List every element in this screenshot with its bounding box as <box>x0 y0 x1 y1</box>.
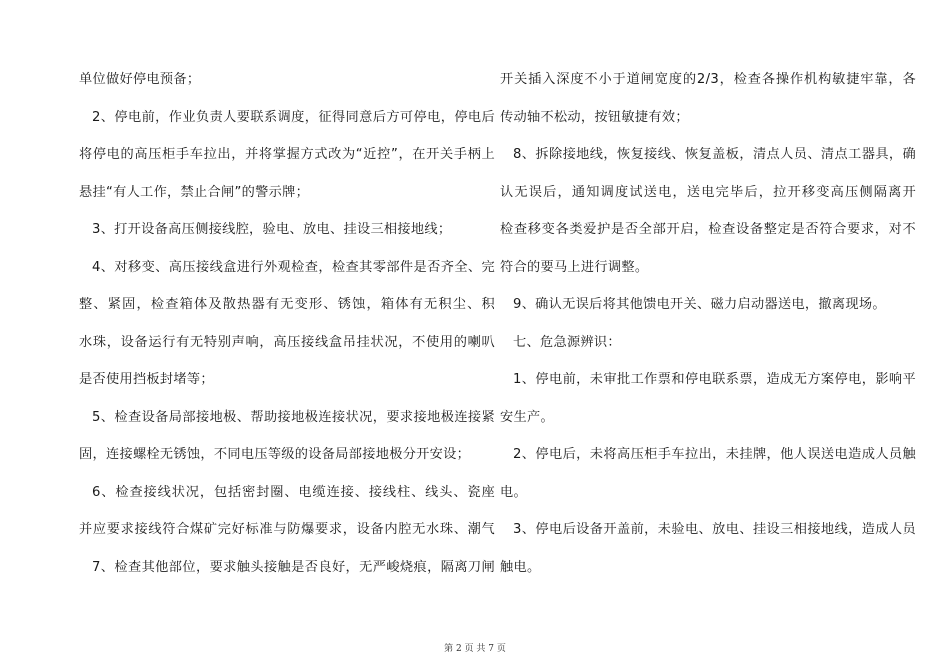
text-line: 3、打开设备高压侧接线腔，验电、放电、挂设三相接地线； <box>92 222 452 237</box>
text-line: 1、停电前，未审批工作票和停电联系票，造成无方案停电，影响平 <box>513 372 916 387</box>
text-line: 认无误后，通知调度试送电，送电完毕后，拉开移变高压侧隔离开 <box>500 184 916 200</box>
text-line: 安生产。 <box>500 409 554 425</box>
text-line: 七、危急源辨识： <box>513 334 621 350</box>
text-line: 并应要求接线符合煤矿完好标准与防爆要求，设备内腔无水珠、潮气 <box>79 522 495 537</box>
text-line: 单位做好停电预备； <box>79 72 201 87</box>
text-line: 5、检查设备局部接地极、帮助接地极连接状况，要求接地极连接紧 <box>92 409 495 425</box>
text-line: 传动轴不松动，按钮敏捷有效； <box>500 109 689 125</box>
text-line: 将停电的高压柜手车拉出，并将掌握方式改为“近控”，在开关手柄上 <box>79 147 495 162</box>
text-line: 4、对移变、高压接线盒进行外观检查，检查其零部件是否齐全、完 <box>92 259 495 275</box>
right-text-column <box>500 61 916 586</box>
text-line: 水珠，设备运行有无特别声响，高压接线盒吊挂状况，不使用的喇叭 <box>79 334 495 350</box>
text-line: 3、停电后设备开盖前，未验电、放电、挂设三相接地线，造成人员 <box>513 522 916 537</box>
text-line: 符合的要马上进行调整。 <box>500 259 649 275</box>
page-footer: 第 2 页 共 7 页 <box>444 644 506 654</box>
text-line: 固，连接螺栓无锈蚀，不同电压等级的设备局部接地极分开安设； <box>79 447 471 462</box>
text-line: 8、拆除接地线，恢复接线、恢复盖板，清点人员、清点工器具，确 <box>513 147 916 162</box>
text-line: 整、紧固，检查箱体及散热器有无变形、锈蚀，箱体有无积尘、积 <box>79 297 495 312</box>
text-line: 7、检查其他部位，要求触头接触是否良好，无严峻烧痕，隔离刀闸 <box>92 559 495 575</box>
text-line: 触电。 <box>500 559 541 575</box>
text-line: 6、检查接线状况，包括密封圈、电缆连接、接线柱、线头、瓷座 <box>92 484 495 500</box>
text-line: 9、确认无误后将其他馈电开关、磁力启动器送电，撤离现场。 <box>513 297 886 312</box>
text-line: 2、停电后，未将高压柜手车拉出，未挂牌，他人误送电造成人员触 <box>513 447 916 462</box>
text-line: 2、停电前，作业负责人要联系调度，征得同意后方可停电，停电后 <box>92 109 495 125</box>
text-line: 电。 <box>500 484 527 500</box>
left-text-column <box>79 61 495 586</box>
text-line: 悬挂“有人工作，禁止合闸”的警示牌； <box>79 184 310 200</box>
text-line: 开关插入深度不小于道闸宽度的2/3，检查各操作机构敏捷牢靠，各 <box>500 72 916 87</box>
text-line: 是否使用挡板封堵等； <box>79 372 214 387</box>
text-line: 检查移变各类爱护是否全部开启，检查设备整定是否符合要求，对不 <box>500 222 916 237</box>
